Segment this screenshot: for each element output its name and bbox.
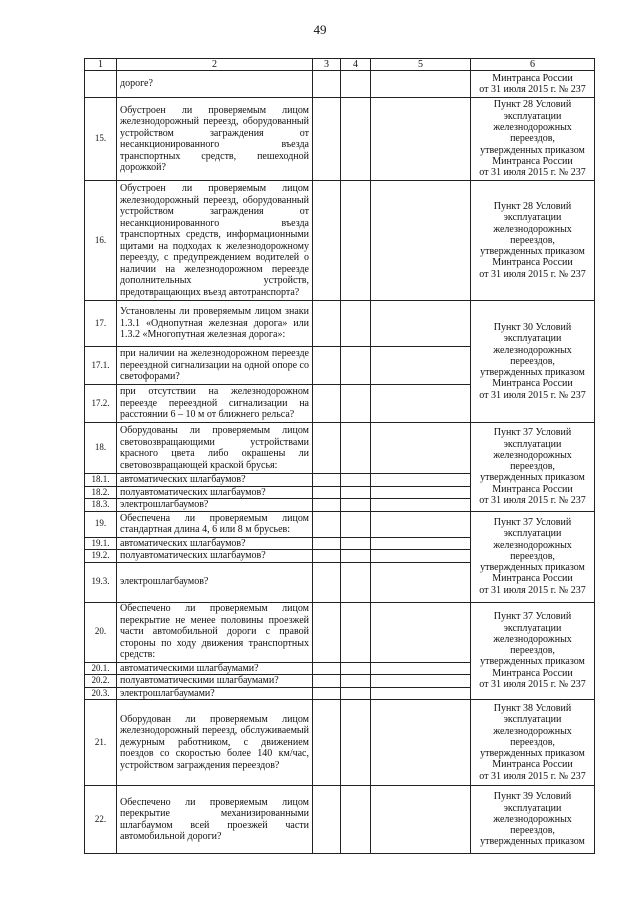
row-number: 16. bbox=[85, 181, 117, 301]
requirement-text: при отсутствии на железнодорожном переезде переездной сигнализации на расстоянии 6 – 10 м от ближнего рельса? bbox=[117, 385, 313, 423]
requirement-text: полуавтоматическими шлагбаумами? bbox=[117, 675, 313, 688]
row-number: 22. bbox=[85, 786, 117, 854]
reference-line: эксплуатации bbox=[503, 802, 562, 814]
reference-line: утвержденных приказом bbox=[480, 656, 585, 668]
col-header-1: 1 bbox=[85, 59, 117, 71]
row-number: 17. bbox=[85, 301, 117, 347]
row-number: 20.3. bbox=[85, 687, 117, 700]
requirement-text: электрошлагбаумами? bbox=[117, 687, 313, 700]
row-number: 20.1. bbox=[85, 662, 117, 675]
reference-line: утвержденных приказом bbox=[480, 367, 585, 379]
requirement-text: полуавтоматических шлагбаумов? bbox=[117, 486, 313, 499]
checklist-table bbox=[84, 58, 595, 854]
reference-line: эксплуатации bbox=[503, 622, 562, 634]
reference-cell bbox=[471, 181, 595, 301]
reference-line: Пункт 39 Условий bbox=[493, 791, 572, 803]
reference-line: Пункт 28 Условий bbox=[493, 99, 572, 111]
reference-line: эксплуатации bbox=[503, 438, 562, 450]
reference-line: утвержденных приказом bbox=[480, 748, 585, 760]
reference-line: железнодорожных bbox=[493, 122, 572, 134]
reference-line: Пункт 30 Условий bbox=[493, 321, 572, 333]
page-number: 49 bbox=[313, 22, 327, 37]
reference-line: от 31 июля 2015 г. № 237 bbox=[479, 167, 586, 179]
table-row bbox=[85, 423, 595, 474]
row-number: 15. bbox=[85, 98, 117, 181]
table-row bbox=[85, 301, 595, 347]
reference-line: Пункт 38 Условий bbox=[493, 702, 572, 714]
requirement-text: при наличии на железнодорожном переезде переездной сигнализации на одной опоре со светофорами? bbox=[117, 347, 313, 385]
reference-line: переездов, bbox=[510, 825, 555, 837]
reference-line: переездов, bbox=[510, 234, 555, 246]
reference-line: переездов, bbox=[510, 133, 555, 145]
reference-line: от 31 июля 2015 г. № 237 bbox=[479, 84, 586, 95]
requirement-text: Обустроен ли проверяемым лицом железнодорожный переезд, оборудованный устройством заграждения от несанкционированного въезда транспортных средств, пешеходной дорожкой? bbox=[117, 98, 313, 181]
reference-line: Минтранса России bbox=[492, 72, 573, 84]
reference-line: от 31 июля 2015 г. № 237 bbox=[479, 268, 586, 280]
reference-line: от 31 июля 2015 г. № 237 bbox=[479, 584, 586, 596]
reference-line: железнодорожных bbox=[493, 223, 572, 235]
reference-line: железнодорожных bbox=[493, 633, 572, 645]
row-number: 18.1. bbox=[85, 474, 117, 487]
reference-cell bbox=[471, 71, 595, 98]
table-row bbox=[85, 700, 595, 786]
reference-line: Минтранса России bbox=[492, 257, 573, 269]
reference-line: железнодорожных bbox=[493, 725, 572, 737]
header-row bbox=[85, 59, 595, 71]
row-number: 19.3. bbox=[85, 562, 117, 602]
row-number: 17.1. bbox=[85, 347, 117, 385]
requirement-text: Обеспечена ли проверяемым лицом стандартная длина 4, 6 или 8 м брусьев: bbox=[117, 511, 313, 537]
reference-line: утвержденных приказом bbox=[480, 246, 585, 258]
reference-cell bbox=[471, 700, 595, 786]
reference-line: переездов, bbox=[510, 355, 555, 367]
reference-line: утвержденных приказом bbox=[480, 836, 585, 848]
reference-line: утвержденных приказом bbox=[480, 472, 585, 484]
reference-line: утвержденных приказом bbox=[480, 144, 585, 156]
reference-line: от 31 июля 2015 г. № 237 bbox=[479, 389, 586, 401]
reference-line: Минтранса России bbox=[492, 759, 573, 771]
row-number bbox=[85, 71, 117, 98]
row-number: 19.1. bbox=[85, 537, 117, 550]
reference-line: Минтранса России bbox=[492, 378, 573, 390]
reference-cell bbox=[471, 786, 595, 854]
reference-cell bbox=[471, 98, 595, 181]
requirement-text: Оборудован ли проверяемым лицом железнодорожный переезд, обслуживаемый дежурным работником, с движением поездов со скоростью более 140 км/час, устройством заграждения переездов? bbox=[117, 700, 313, 786]
col-header-5: 5 bbox=[371, 59, 471, 71]
row-number: 19. bbox=[85, 511, 117, 537]
reference-line: железнодорожных bbox=[493, 813, 572, 825]
reference-line: эксплуатации bbox=[503, 333, 562, 345]
requirement-text: автоматических шлагбаумов? bbox=[117, 537, 313, 550]
table-row bbox=[85, 98, 595, 181]
table-row bbox=[85, 602, 595, 662]
reference-line: железнодорожных bbox=[493, 449, 572, 461]
reference-line: переездов, bbox=[510, 645, 555, 657]
reference-line: Минтранса России bbox=[492, 483, 573, 495]
reference-line: Пункт 37 Условий bbox=[493, 516, 572, 528]
reference-line: от 31 июля 2015 г. № 237 bbox=[479, 678, 586, 690]
row-number: 19.2. bbox=[85, 550, 117, 563]
requirement-text: Обустроен ли проверяемым лицом железнодорожный переезд, оборудованный устройством заграждения от несанкционированного въезда транспортных средств, информационными щитами на подходах к железнодорожному переезду, с предупреждением водителей о наличии на железнодорожном переезде дополнительных устройств, предотвращающих въезд автотранспорта? bbox=[117, 181, 313, 301]
requirement-text: полуавтоматических шлагбаумов? bbox=[117, 550, 313, 563]
table-row bbox=[85, 71, 595, 98]
requirement-text: Оборудованы ли проверяемым лицом световозвращающими устройствами красного цвета либо окрашены ли световозвращающей краской брусья: bbox=[117, 423, 313, 474]
reference-line: переездов, bbox=[510, 736, 555, 748]
reference-cell bbox=[471, 602, 595, 700]
requirement-text: Установлены ли проверяемым лицом знаки 1.3.1 «Однопутная железная дорога» или 1.3.2 «Многопутная железная дорога»: bbox=[117, 301, 313, 347]
table-row bbox=[85, 511, 595, 537]
reference-line: Пункт 37 Условий bbox=[493, 427, 572, 439]
reference-line: Минтранса России bbox=[492, 155, 573, 167]
reference-line: переездов, bbox=[510, 550, 555, 562]
reference-cell bbox=[471, 511, 595, 602]
reference-line: железнодорожных bbox=[493, 344, 572, 356]
reference-line: Минтранса России bbox=[492, 573, 573, 585]
reference-cell bbox=[471, 301, 595, 423]
requirement-text: автоматических шлагбаумов? bbox=[117, 474, 313, 487]
requirement-text: электрошлагбаумов? bbox=[117, 562, 313, 602]
row-number: 21. bbox=[85, 700, 117, 786]
col-header-3: 3 bbox=[313, 59, 341, 71]
reference-line: Пункт 28 Условий bbox=[493, 200, 572, 212]
requirement-text: Обеспечено ли проверяемым лицом перекрытие механизированными шлагбаумом всей проезжей части автомобильной дороги? bbox=[117, 786, 313, 854]
requirement-text: дороге? bbox=[117, 71, 313, 98]
reference-line: Минтранса России bbox=[492, 667, 573, 679]
reference-line: эксплуатации bbox=[503, 212, 562, 224]
col-header-2: 2 bbox=[117, 59, 313, 71]
reference-line: эксплуатации bbox=[503, 714, 562, 726]
row-number: 20.2. bbox=[85, 675, 117, 688]
reference-cell bbox=[471, 423, 595, 512]
table-row bbox=[85, 181, 595, 301]
row-number: 17.2. bbox=[85, 385, 117, 423]
col-header-4: 4 bbox=[341, 59, 371, 71]
reference-line: переездов, bbox=[510, 461, 555, 473]
reference-line: от 31 июля 2015 г. № 237 bbox=[479, 770, 586, 782]
col-header-6: 6 bbox=[471, 59, 595, 71]
reference-line: эксплуатации bbox=[503, 110, 562, 122]
row-number: 18. bbox=[85, 423, 117, 474]
row-number: 18.2. bbox=[85, 486, 117, 499]
requirement-text: электрошлагбаумов? bbox=[117, 499, 313, 512]
reference-line: от 31 июля 2015 г. № 237 bbox=[479, 494, 586, 506]
reference-line: железнодорожных bbox=[493, 539, 572, 551]
requirement-text: автоматическими шлагбаумами? bbox=[117, 662, 313, 675]
reference-line: утвержденных приказом bbox=[480, 562, 585, 574]
row-number: 20. bbox=[85, 602, 117, 662]
reference-line: эксплуатации bbox=[503, 528, 562, 540]
table-row bbox=[85, 786, 595, 854]
row-number: 18.3. bbox=[85, 499, 117, 512]
reference-line: Пункт 37 Условий bbox=[493, 611, 572, 623]
requirement-text: Обеспечено ли проверяемым лицом перекрытие не менее половины проезжей части автомобильной дороги с правой стороны по ходу движения транспортных средств: bbox=[117, 602, 313, 662]
